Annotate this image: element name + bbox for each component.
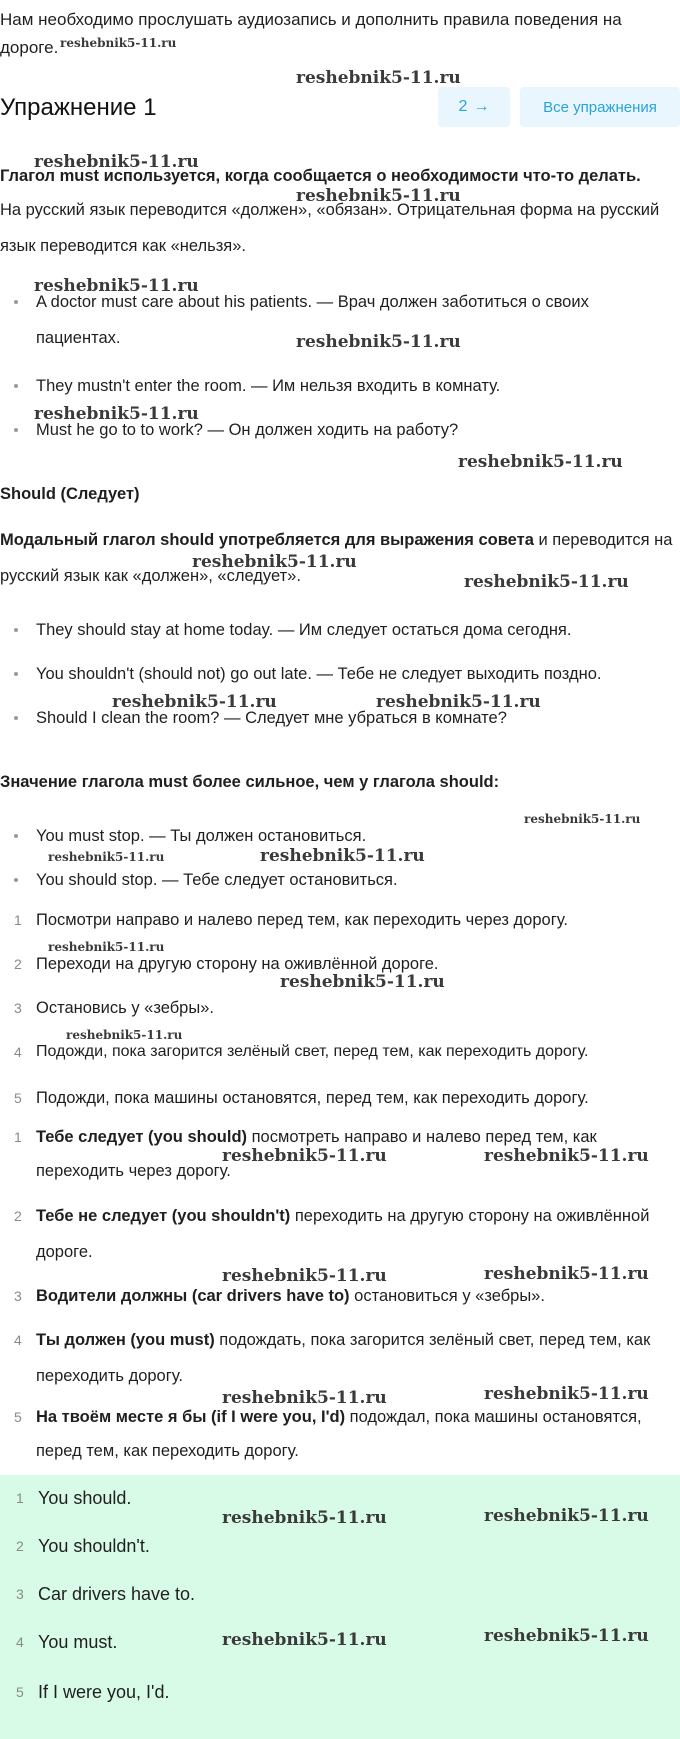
rule-item — [0, 902, 680, 938]
watermark: reshebnik5-11.ru — [48, 940, 165, 954]
watermark: reshebnik5-11.ru — [458, 452, 623, 472]
answer-text: You must. — [38, 1632, 118, 1652]
item-number: 2 — [16, 1538, 24, 1554]
watermark: reshebnik5-11.ru — [34, 404, 199, 424]
translation-bold: Ты должен (you must) — [36, 1331, 215, 1349]
watermark: reshebnik5-11.ru — [484, 1506, 649, 1526]
all-exercises-button[interactable]: Все упражнения — [520, 87, 680, 127]
rule-text: Подожди, пока машины остановятся, перед тем, как переходить дорогу. — [36, 1089, 589, 1107]
example-text: They should stay at home today. — Им следует остаться дома сегодня. — [36, 621, 572, 639]
watermark: reshebnik5-11.ru — [222, 1630, 387, 1650]
item-number: 3 — [14, 1000, 22, 1016]
answer-text: You shouldn't. — [38, 1536, 150, 1556]
watermark: reshebnik5-11.ru — [60, 36, 177, 50]
rule-item — [0, 990, 680, 1026]
watermark: reshebnik5-11.ru — [48, 850, 165, 864]
watermark: reshebnik5-11.ru — [296, 186, 461, 206]
watermark: reshebnik5-11.ru — [192, 552, 357, 572]
translation-text: остановиться у «зебры». — [349, 1287, 545, 1305]
item-number: 1 — [16, 1490, 24, 1506]
answer-item — [0, 1674, 680, 1710]
watermark: reshebnik5-11.ru — [280, 972, 445, 992]
arrow-right-icon: → — [473, 98, 490, 115]
watermark: reshebnik5-11.ru — [464, 572, 629, 592]
rule-text: Подожди, пока загорится зелёный свет, перед тем, как переходить дорогу. — [36, 1043, 589, 1060]
item-number: 5 — [14, 1409, 22, 1425]
translation-item — [0, 1400, 680, 1468]
watermark: reshebnik5-11.ru — [34, 152, 199, 172]
list-item — [0, 368, 676, 404]
item-number: 4 — [16, 1634, 24, 1650]
bullet-icon — [14, 384, 18, 388]
translation-bold: Тебе не следует (you shouldn't) — [36, 1207, 291, 1225]
item-number: 4 — [14, 1332, 22, 1348]
must-text: На русский язык переводится «должен», «обязан». Отрицательная форма на русский язык переводится как «нельзя». — [0, 201, 660, 255]
translation-item — [0, 1198, 680, 1270]
translation-text: посмотреть направо и налево перед тем, как переходить через дорогу. — [36, 1128, 597, 1180]
intro-text: Нам необходимо прослушать аудиозапись и дополнить правила поведения на дороге. — [0, 10, 622, 57]
list-item — [0, 612, 676, 648]
rule-text: Посмотри направо и налево перед тем, как переходить через дорогу. — [36, 911, 568, 929]
answer-text: You should. — [38, 1488, 132, 1508]
watermark: reshebnik5-11.ru — [222, 1388, 387, 1408]
translation-bold: Водители должны (car drivers have to) — [36, 1287, 350, 1305]
watermark: reshebnik5-11.ru — [222, 1508, 387, 1528]
answer-item — [0, 1528, 680, 1564]
answer-text: Car drivers have to. — [38, 1584, 196, 1604]
item-number: 2 — [14, 1208, 22, 1224]
list-item — [0, 656, 676, 692]
bullet-icon — [14, 672, 18, 676]
answer-item — [0, 1576, 680, 1612]
translation-text: подождал, пока машины остановятся, перед тем, как переходить дорогу. — [36, 1408, 642, 1460]
bullet-icon — [14, 628, 18, 632]
watermark: reshebnik5-11.ru — [376, 692, 541, 712]
translation-text: переходить на другую сторону на оживлённой дороге. — [36, 1207, 650, 1261]
watermark: reshebnik5-11.ru — [484, 1146, 649, 1166]
watermark: reshebnik5-11.ru — [260, 846, 425, 866]
watermark: reshebnik5-11.ru — [524, 812, 641, 826]
bullet-icon — [14, 834, 18, 838]
example-text: A doctor must care about his patients. — Врач должен заботиться о своих пациентах. — [36, 293, 589, 347]
item-number: 1 — [14, 912, 22, 928]
item-number: 2 — [14, 956, 22, 972]
example-text: Must he go to to work? — Он должен ходить на работу? — [36, 421, 459, 439]
item-number: 3 — [16, 1586, 24, 1602]
watermark: reshebnik5-11.ru — [296, 68, 461, 88]
next-exercise-button[interactable] — [438, 87, 510, 127]
rule-text: Переходи на другую сторону на оживлённой дороге. — [36, 955, 439, 973]
next-exercise-label: 2 — [458, 98, 468, 115]
watermark: reshebnik5-11.ru — [222, 1266, 387, 1286]
bullet-icon — [14, 428, 18, 432]
compare-heading: Значение глагола must более сильное, чем у глагола should: — [0, 773, 500, 791]
list-item — [0, 700, 676, 736]
should-title: Should (Следует) — [0, 485, 140, 503]
item-number: 5 — [14, 1090, 22, 1106]
item-number: 1 — [14, 1129, 22, 1145]
translation-bold: На твоём месте я бы (if I were you, I'd) — [36, 1408, 346, 1426]
translation-text: подождать, пока загорится зелёный свет, перед тем, как переходить дорогу. — [36, 1331, 651, 1385]
watermark: reshebnik5-11.ru — [66, 1028, 183, 1042]
watermark: reshebnik5-11.ru — [484, 1264, 649, 1284]
exercise-title: Упражнение 1 — [0, 94, 157, 121]
rule-text: Остановись у «зебры». — [36, 999, 214, 1017]
item-number: 4 — [14, 1044, 22, 1060]
list-item — [0, 862, 676, 898]
item-number: 3 — [14, 1288, 22, 1304]
bullet-icon — [14, 878, 18, 882]
rule-item — [0, 1080, 680, 1116]
example-text: They mustn't enter the room. — Им нельзя входить в комнату. — [36, 377, 501, 395]
should-lead-rest: и переводится на русский язык как «должен», «следует». — [0, 531, 673, 585]
bullet-icon — [14, 300, 18, 304]
watermark: reshebnik5-11.ru — [484, 1626, 649, 1646]
example-text: Should I clean the room? — Следует мне убраться в комнате? — [36, 709, 507, 727]
must-heading: Глагол must используется, когда сообщается о необходимости что-то делать. — [0, 167, 641, 185]
watermark: reshebnik5-11.ru — [484, 1384, 649, 1404]
answer-text: If I were you, I'd. — [38, 1682, 170, 1702]
example-text: You shouldn't (should not) go out late. — Тебе не следует выходить поздно. — [36, 665, 602, 683]
translation-bold: Тебе следует (you should) — [36, 1128, 248, 1146]
watermark: reshebnik5-11.ru — [222, 1146, 387, 1166]
watermark: reshebnik5-11.ru — [296, 332, 461, 352]
item-number: 5 — [16, 1684, 24, 1700]
bullet-icon — [14, 716, 18, 720]
should-lead-bold: Модальный глагол should употребляется для выражения совета — [0, 531, 534, 549]
watermark: reshebnik5-11.ru — [112, 692, 277, 712]
example-text: You should stop. — Тебе следует остановиться. — [36, 871, 398, 889]
watermark: reshebnik5-11.ru — [34, 276, 199, 296]
example-text: You must stop. — Ты должен остановиться. — [36, 827, 367, 845]
